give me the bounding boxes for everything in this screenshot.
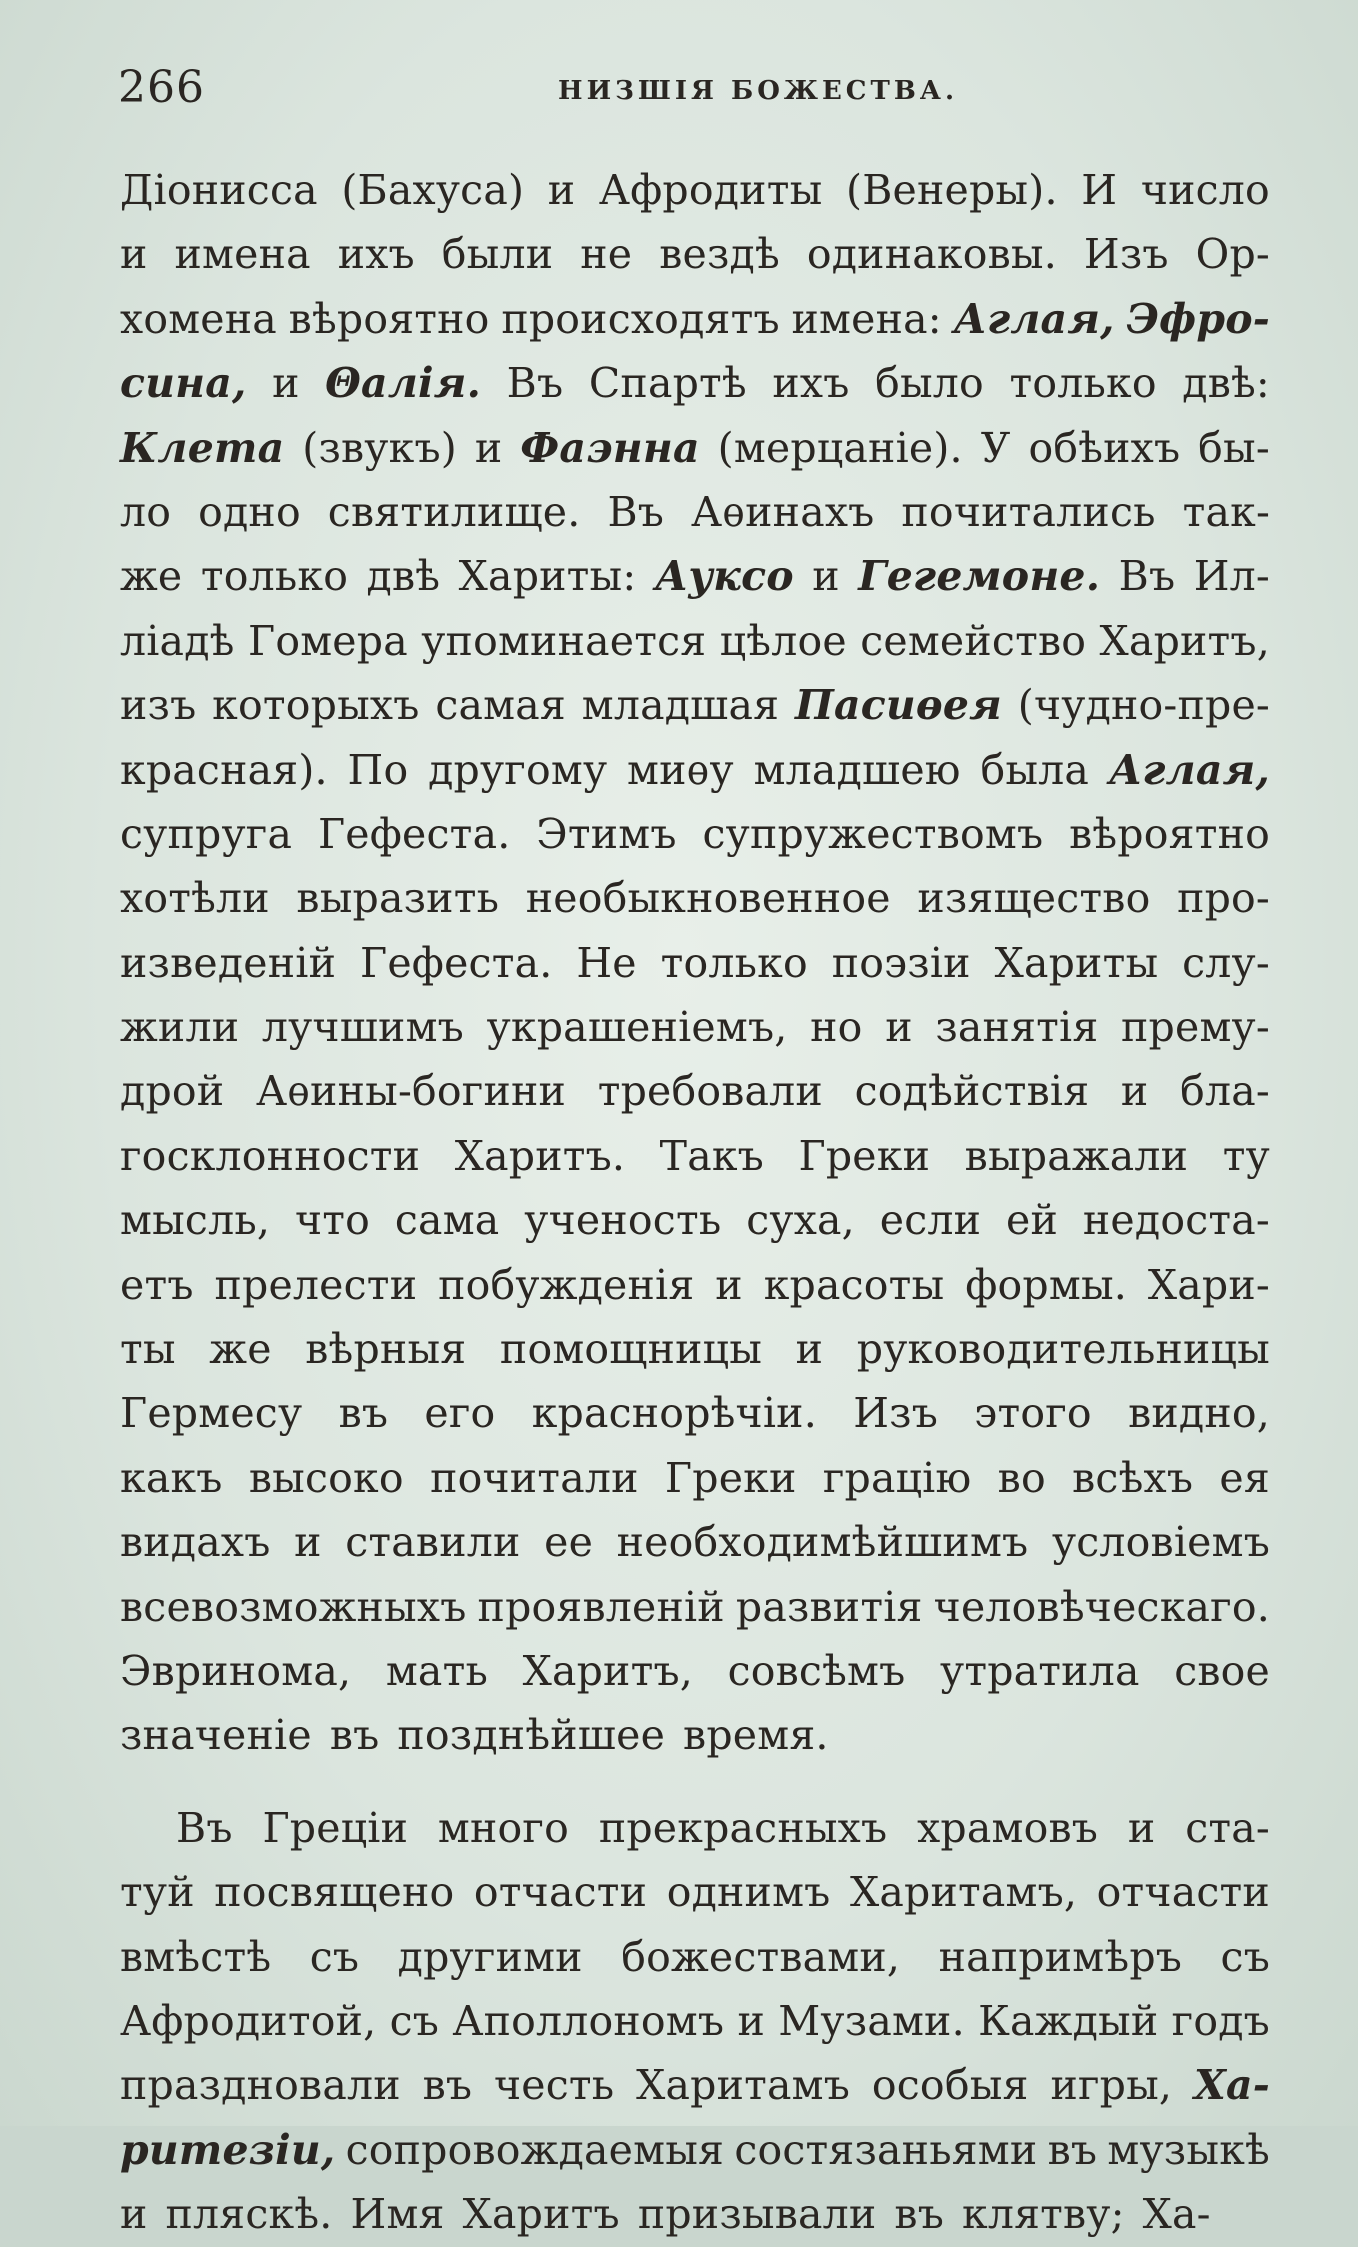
word: требовали xyxy=(597,1067,823,1116)
word: была xyxy=(980,745,1090,794)
text-line xyxy=(120,222,1270,286)
word: Греціи xyxy=(262,1803,409,1852)
word: съ xyxy=(1220,1932,1270,1981)
word: туй xyxy=(120,1868,195,1917)
word: Хари- xyxy=(1147,1260,1270,1309)
body-text xyxy=(120,158,1270,2247)
word: Аѳины-богини xyxy=(255,1067,567,1116)
word: праздновали xyxy=(120,2061,401,2110)
word: видахъ xyxy=(120,1518,271,1567)
word: не xyxy=(580,230,633,279)
text-line xyxy=(120,1860,1270,1924)
word: (чудно-пре- xyxy=(1017,681,1270,730)
text-line xyxy=(120,416,1270,480)
text-line xyxy=(120,1925,1270,1989)
word: Ил- xyxy=(1193,552,1270,601)
text-line xyxy=(120,1253,1270,1317)
word: ста- xyxy=(1185,1803,1270,1852)
word: Харитамъ xyxy=(636,2061,851,2110)
word: съ xyxy=(309,1932,360,1981)
word: одинаковы. xyxy=(806,230,1057,279)
word: изъ xyxy=(120,681,197,730)
word: музыкѣ xyxy=(1107,2125,1270,2174)
word: дрой xyxy=(120,1067,225,1116)
word: ихъ xyxy=(772,359,850,408)
word: всевозможныхъ xyxy=(120,1582,467,1631)
word: Каждый xyxy=(978,1996,1159,2045)
word: госклонности xyxy=(120,1131,421,1180)
text-line xyxy=(120,1989,1270,2053)
word: мысль, xyxy=(120,1196,271,1245)
word: были xyxy=(441,230,554,279)
word: жили xyxy=(120,1003,240,1052)
word: бы- xyxy=(1198,423,1270,472)
word: Ауксо xyxy=(654,552,794,601)
word: во xyxy=(997,1453,1046,1502)
word: Аглая, xyxy=(1108,745,1270,794)
word: однимъ xyxy=(666,1868,831,1917)
word: только xyxy=(1009,359,1157,408)
word: выражали xyxy=(964,1131,1189,1180)
word: так- xyxy=(1182,487,1270,536)
word: Греки xyxy=(798,1131,931,1180)
word: Θалія. xyxy=(325,359,482,408)
text-line xyxy=(120,866,1270,930)
running-head: НИЗШІЯ БОЖЕСТВА. xyxy=(558,76,959,106)
word: же xyxy=(120,552,183,601)
word: ло xyxy=(120,487,172,536)
word: вмѣстѣ xyxy=(120,1932,272,1981)
word: Фаэнна xyxy=(520,423,700,472)
word: изящество xyxy=(917,874,1151,923)
word: прелести xyxy=(214,1260,418,1309)
word: въ xyxy=(338,1389,389,1438)
word: и xyxy=(885,1003,913,1052)
word: Гегемоне. xyxy=(858,552,1101,601)
text-line xyxy=(120,158,1270,222)
word: грацію xyxy=(822,1453,972,1502)
word: происходятъ xyxy=(501,294,780,343)
word: въ xyxy=(422,2061,473,2110)
word: И xyxy=(1081,166,1118,214)
word: видно, xyxy=(1128,1389,1270,1438)
word: отчасти xyxy=(473,1868,648,1917)
word: ея xyxy=(1219,1453,1270,1502)
word: обѣихъ xyxy=(1028,423,1181,472)
word: и xyxy=(795,1325,824,1374)
word: и xyxy=(547,166,576,214)
page-header xyxy=(118,62,1258,122)
word: формы. xyxy=(965,1260,1128,1309)
word: Ор- xyxy=(1195,230,1270,279)
word: У xyxy=(980,423,1011,472)
word: и xyxy=(294,1518,322,1567)
word: какъ xyxy=(120,1453,223,1502)
word: помощницы xyxy=(499,1325,763,1374)
word: число xyxy=(1140,166,1270,214)
page-number: 266 xyxy=(118,62,205,113)
text-line xyxy=(120,1639,1270,1703)
word: Спартѣ xyxy=(588,359,747,408)
text-line xyxy=(120,351,1270,415)
word: и xyxy=(474,423,503,472)
word: Афродитой, xyxy=(120,1996,377,2045)
word: съ xyxy=(389,1996,440,2045)
word: Не xyxy=(576,938,637,987)
word: прекрасныхъ xyxy=(598,1803,888,1852)
paragraph-2 xyxy=(120,1796,1270,2247)
text-line xyxy=(120,1059,1270,1123)
word: всѣхъ xyxy=(1072,1453,1194,1502)
word: Клета xyxy=(120,423,285,472)
word: Изъ xyxy=(853,1389,939,1438)
word: Ха- xyxy=(1193,2061,1270,2110)
paragraph-1 xyxy=(120,158,1270,1768)
word: (Венеры). xyxy=(846,166,1058,214)
word: Гефеста. xyxy=(359,938,553,987)
word: Гомера xyxy=(247,616,408,665)
word: годъ xyxy=(1171,1996,1270,2045)
word: и xyxy=(1127,1803,1156,1852)
word: ту xyxy=(1222,1131,1270,1180)
word: отчасти xyxy=(1096,1868,1270,1917)
word: храмовъ xyxy=(917,1803,1099,1852)
word: Эфро- xyxy=(1126,294,1270,343)
word: развитія xyxy=(735,1582,923,1631)
word: руководительницы xyxy=(856,1325,1270,1374)
word: этого xyxy=(974,1389,1092,1438)
word: и xyxy=(715,1260,743,1309)
word: Харитъ, xyxy=(522,1646,693,1695)
word: По xyxy=(347,745,409,794)
word: Харитъ xyxy=(462,2190,620,2239)
text-line xyxy=(120,673,1270,737)
word: (мерцаніе). xyxy=(717,423,963,472)
text-line xyxy=(120,1510,1270,1574)
text-line xyxy=(120,544,1270,608)
word: клятву; xyxy=(962,2190,1125,2239)
word: изведеній xyxy=(120,938,337,987)
word: содѣйствія xyxy=(854,1067,1090,1116)
word: его xyxy=(424,1389,496,1438)
word: вѣроятно xyxy=(1069,809,1270,858)
word: значеніе xyxy=(120,1711,312,1760)
word: побужденія xyxy=(438,1260,695,1309)
paragraph-gap xyxy=(120,1768,1270,1796)
word: Харитъ, xyxy=(1099,616,1270,665)
word: высоко xyxy=(248,1453,404,1502)
word: одно xyxy=(198,487,301,536)
word: если xyxy=(879,1196,982,1245)
text-line xyxy=(120,802,1270,866)
word: Харитъ. xyxy=(454,1131,626,1180)
word: (звукъ) xyxy=(302,423,457,472)
text-line xyxy=(120,1796,1270,1860)
word: въ xyxy=(894,2190,944,2239)
word: Аглая, xyxy=(953,294,1115,343)
text-line xyxy=(120,995,1270,1059)
word: Гефеста. xyxy=(317,809,511,858)
word: и xyxy=(272,359,300,408)
word: проявленій xyxy=(477,1582,725,1631)
word: въ xyxy=(329,1711,380,1760)
word: хомена xyxy=(120,294,277,343)
text-line xyxy=(120,609,1270,673)
word: Гермесу xyxy=(120,1389,303,1438)
word: самая xyxy=(435,681,566,730)
word: Въ xyxy=(176,1803,233,1852)
word: Греки xyxy=(664,1453,797,1502)
word: Изъ xyxy=(1083,230,1169,279)
word: честь xyxy=(493,2061,615,2110)
word: недоста- xyxy=(1082,1196,1270,1245)
word: суха, xyxy=(746,1196,855,1245)
word: про- xyxy=(1177,874,1270,923)
word: красная). xyxy=(120,745,328,794)
text-line xyxy=(120,2053,1270,2117)
word: необыкновенное xyxy=(525,874,891,923)
word: етъ xyxy=(120,1260,194,1309)
text-line xyxy=(120,1575,1270,1639)
word: которыхъ xyxy=(212,681,420,730)
word: и xyxy=(120,230,148,279)
word: младшая xyxy=(581,681,780,730)
text-line xyxy=(120,287,1270,351)
word: Афродиты xyxy=(598,166,823,214)
word: пляскѣ. xyxy=(165,2190,333,2239)
word: игры, xyxy=(1050,2061,1173,2110)
word: посвящено xyxy=(214,1868,455,1917)
word: божествами, xyxy=(621,1932,901,1981)
word: время. xyxy=(683,1711,829,1760)
word: краснорѣчіи. xyxy=(531,1389,817,1438)
word: Аполлономъ xyxy=(452,1996,725,2045)
word: Діонисса xyxy=(120,166,318,214)
word: красоты xyxy=(763,1260,945,1309)
word: призывали xyxy=(637,2190,877,2239)
word: Харитамъ, xyxy=(849,1868,1078,1917)
word: и xyxy=(737,1996,765,2045)
word: имена: xyxy=(791,294,942,343)
word: Музами. xyxy=(778,1996,965,2045)
word: Этимъ xyxy=(536,809,677,858)
word: вездѣ xyxy=(659,230,780,279)
word: позднѣйшее xyxy=(397,1711,666,1760)
text-line xyxy=(120,1317,1270,1381)
word: человѣческаго. xyxy=(933,1582,1270,1631)
text-line xyxy=(120,1124,1270,1188)
word: напримѣръ xyxy=(938,1932,1183,1981)
text-line xyxy=(120,738,1270,802)
word: Хариты xyxy=(994,938,1159,987)
word: ритезіи, xyxy=(120,2125,336,2174)
word: много xyxy=(437,1803,569,1852)
word: хотѣли xyxy=(120,874,270,923)
word: почитались xyxy=(901,487,1156,536)
word: ее xyxy=(544,1518,594,1567)
word: Хариты: xyxy=(458,552,637,601)
word: состязаньями xyxy=(734,2125,1038,2174)
word: другому xyxy=(428,745,608,794)
word: почитали xyxy=(430,1453,639,1502)
word: младшею xyxy=(753,745,961,794)
word: мать xyxy=(385,1646,488,1695)
word: и xyxy=(120,2190,148,2239)
word: что xyxy=(294,1196,371,1245)
word: семейство xyxy=(860,616,1087,665)
text-line xyxy=(120,2182,1270,2246)
word: двѣ: xyxy=(1182,359,1270,408)
word: прему- xyxy=(1121,1003,1270,1052)
word: упоминается xyxy=(421,616,707,665)
word: только xyxy=(660,938,808,987)
text-line xyxy=(120,2118,1270,2182)
word: двѣ xyxy=(366,552,441,601)
word: условіемъ xyxy=(1051,1518,1270,1567)
word: Эвринома, xyxy=(120,1646,352,1695)
word: занятія xyxy=(935,1003,1099,1052)
word: святилище. xyxy=(327,487,581,536)
word: Аѳинахъ xyxy=(691,487,875,536)
word: супружествомъ xyxy=(702,809,1044,858)
word: вѣрныя xyxy=(305,1325,467,1374)
word: супруга xyxy=(120,809,293,858)
word: вѣроятно xyxy=(288,294,490,343)
text-line xyxy=(120,480,1270,544)
word: утратила xyxy=(940,1646,1140,1695)
word: выразить xyxy=(296,874,500,923)
word: но xyxy=(810,1003,863,1052)
word: Ха- xyxy=(1142,2190,1211,2239)
word: сина, xyxy=(120,359,247,408)
word: Въ xyxy=(1118,552,1176,601)
text-line xyxy=(120,931,1270,995)
word: украшеніемъ, xyxy=(486,1003,788,1052)
word: необходимѣйшимъ xyxy=(616,1518,1029,1567)
text-line xyxy=(120,1703,1270,1767)
text-line xyxy=(120,1381,1270,1445)
word: въ xyxy=(1047,2125,1098,2174)
word: Имя xyxy=(350,2190,445,2239)
word: и xyxy=(812,552,840,601)
word: сопровождаемыя xyxy=(345,2125,725,2174)
text-line xyxy=(120,1188,1270,1252)
word: же xyxy=(209,1325,272,1374)
word: поэзіи xyxy=(831,938,971,987)
word: другими xyxy=(397,1932,583,1981)
word: Въ xyxy=(607,487,665,536)
word: ученость xyxy=(524,1196,722,1245)
word: ліадѣ xyxy=(120,616,235,665)
word: Пасиѳея xyxy=(795,681,1002,730)
word: Такъ xyxy=(659,1131,764,1180)
word: ей xyxy=(1006,1196,1059,1245)
word: особыя xyxy=(871,2061,1029,2110)
word: только xyxy=(200,552,349,601)
word: (Бахуса) xyxy=(341,166,525,214)
word: цѣлое xyxy=(719,616,847,665)
word: свое xyxy=(1174,1646,1270,1695)
word: имена xyxy=(174,230,311,279)
text-line xyxy=(120,1446,1270,1510)
word: ихъ xyxy=(337,230,415,279)
word: сама xyxy=(394,1196,500,1245)
word: было xyxy=(875,359,984,408)
word: и xyxy=(1120,1067,1149,1116)
word: совсѣмъ xyxy=(727,1646,906,1695)
word: слу- xyxy=(1182,938,1270,987)
word: бла- xyxy=(1180,1067,1270,1116)
word: миѳу xyxy=(627,745,734,794)
word: ставили xyxy=(345,1518,521,1567)
word: Въ xyxy=(506,359,564,408)
word: ты xyxy=(120,1325,176,1374)
word: лучшимъ xyxy=(261,1003,464,1052)
